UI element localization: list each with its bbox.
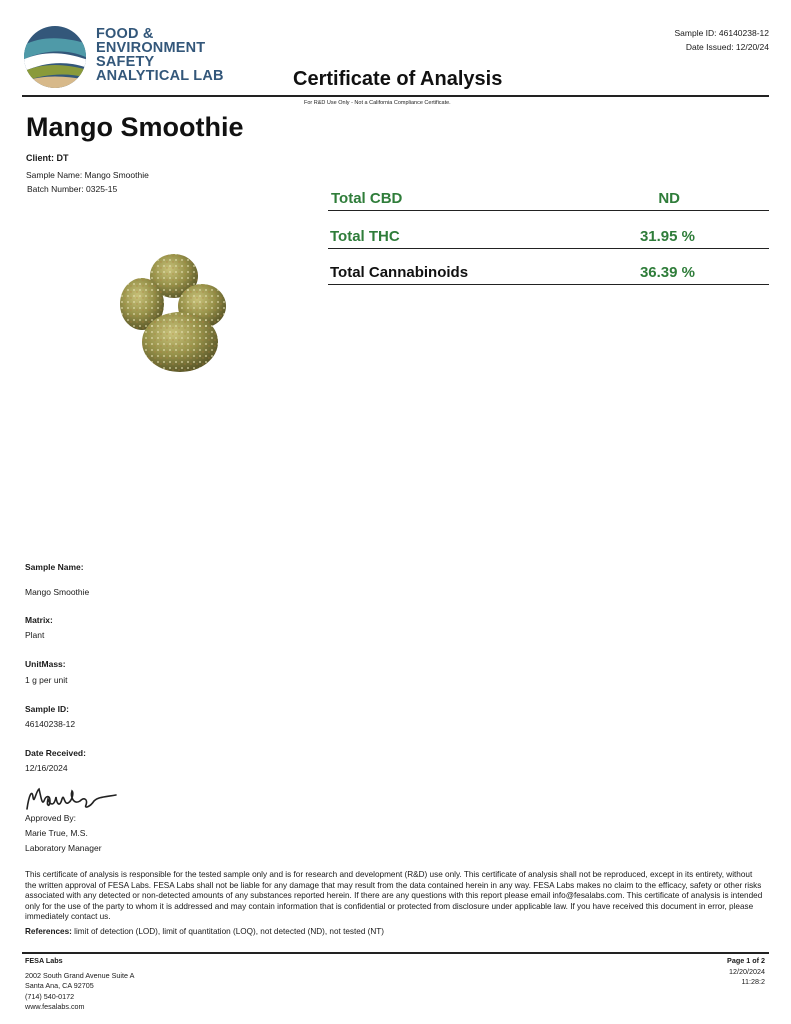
lab-logo-icon	[22, 24, 88, 90]
total-cbd-value: ND	[658, 190, 680, 207]
lab-name-line-4: ANALYTICAL LAB	[96, 68, 224, 84]
disclaimer-text: This certificate of analysis is responsible for the tested sample only and is for research and development (R&D) use only. This certificate of analysis shall not be reproduced, except in its entirety, without the written approval of FESA Labs. FESA Labs shall not be liable for any damage that may result from the data contained herein in any way. FESA Labs makes no claim to the efficacy, safety or other risks associated with any detected or non-detected amounts of any substances reported herein. If there are any questions with this report please email info@fesalabs.com. This certificate of analysis is intended only for the use of the party to whom it is addressed and may contain information that is confidential or protected from disclosure under applicable law. If you have received this document in error, please immediately contact us.	[25, 870, 763, 922]
footer-page-number: Page 1 of 2	[727, 956, 765, 965]
lab-name-line-1: FOOD &	[96, 26, 154, 42]
detail-unit-mass-label: UnitMass:	[25, 659, 66, 669]
total-thc-label: Total THC	[330, 228, 400, 245]
detail-date-received-value: 12/16/2024	[25, 763, 68, 773]
summary-row-cbd	[328, 190, 769, 211]
footer-date: 12/20/2024	[729, 966, 765, 976]
summary-row-thc	[328, 228, 769, 249]
footer-divider	[22, 952, 769, 954]
detail-unit-mass-value: 1 g per unit	[25, 675, 68, 685]
references-text: limit of detection (LOD), limit of quantitation (LOQ), not detected (ND), not tested (NT)	[74, 927, 385, 936]
header-meta	[674, 26, 769, 54]
detail-sample-name-label: Sample Name:	[25, 562, 84, 572]
total-cannabinoids-label: Total Cannabinoids	[330, 264, 469, 281]
total-cannabinoids-value: 36.39 %	[639, 264, 695, 281]
footer-time: 11:28:2	[741, 977, 765, 986]
footer-address-1: 2002 South Grand Avenue Suite A	[25, 970, 135, 980]
footer-phone: (714) 540-0172	[25, 991, 75, 1001]
signature-image	[24, 783, 120, 813]
lab-name-line-2: ENVIRONMENT	[96, 40, 206, 56]
lab-name-line-3: SAFETY	[96, 54, 155, 70]
summary-row-total-cannabinoids	[328, 264, 769, 285]
footer-company: FESA Labs	[25, 956, 63, 965]
header-sample-id: Sample ID: 46140238-12	[674, 28, 769, 38]
approver-title: Laboratory Manager	[25, 843, 102, 853]
total-thc-value: 31.95 %	[639, 228, 695, 245]
approved-by-label: Approved By:	[25, 813, 77, 823]
footer-website[interactable]: www.fesalabs.com	[25, 1002, 85, 1011]
footer-page-info	[727, 956, 765, 988]
approver-name: Marie True, M.S.	[25, 828, 88, 838]
detail-matrix-label: Matrix:	[25, 615, 53, 625]
detail-sample-id-value: 46140238-12	[25, 719, 76, 729]
sample-name-line: Sample Name: Mango Smoothie	[26, 170, 149, 180]
references-label: References:	[25, 927, 72, 936]
client-line: Client: DT	[26, 153, 69, 163]
footer-address-2: Santa Ana, CA 92705	[25, 981, 94, 990]
total-cbd-label: Total CBD	[331, 190, 403, 207]
rd-use-note: For R&D Use Only - Not a California Compliance Certificate.	[304, 100, 451, 106]
product-photo	[108, 246, 236, 382]
page-title: Certificate of Analysis	[293, 68, 503, 90]
product-name: Mango Smoothie	[26, 112, 244, 142]
lab-name	[96, 27, 224, 83]
detail-date-received-label: Date Received:	[25, 748, 86, 758]
references-line	[25, 927, 384, 936]
footer-address	[25, 956, 134, 1013]
batch-number-line: Batch Number: 0325-15	[27, 184, 118, 194]
detail-sample-name-value: Mango Smoothie	[25, 587, 90, 597]
header-divider	[22, 95, 769, 97]
detail-matrix-value: Plant	[25, 630, 45, 640]
header-date-issued: Date Issued: 12/20/24	[685, 42, 769, 52]
detail-sample-id-label: Sample ID:	[25, 704, 69, 714]
